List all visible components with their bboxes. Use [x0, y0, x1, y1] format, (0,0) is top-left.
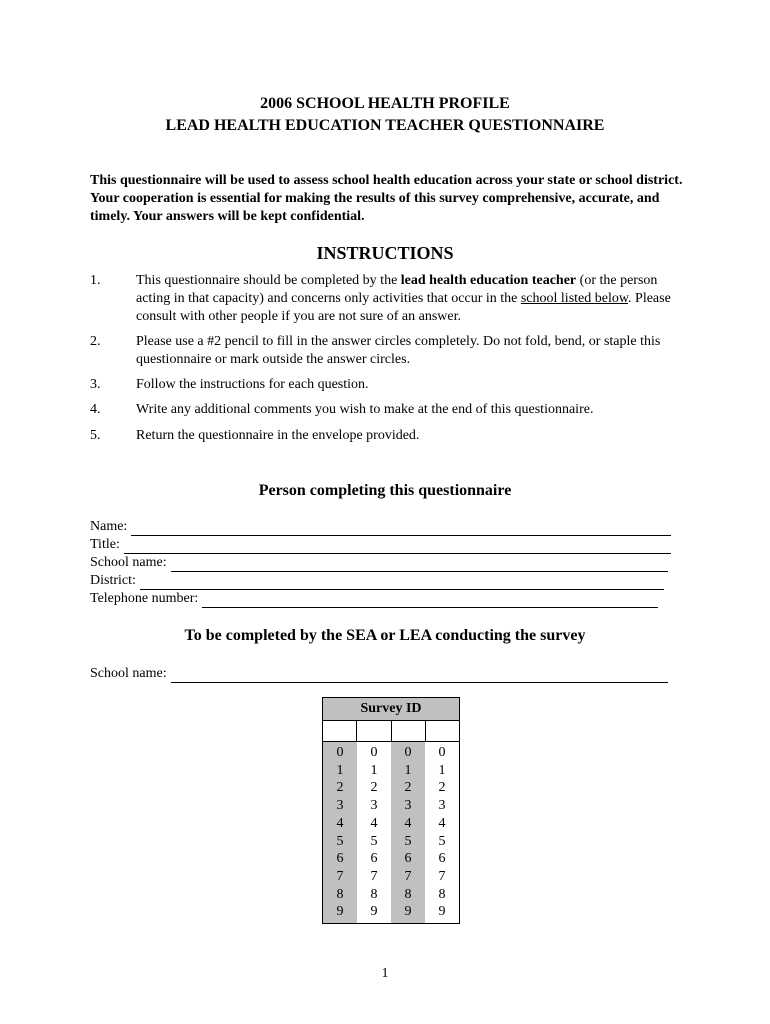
survey-id-digit[interactable]: 2: [370, 780, 378, 796]
survey-id-column: [323, 742, 357, 923]
district-field[interactable]: [90, 572, 664, 590]
survey-id-digit[interactable]: 5: [438, 833, 446, 849]
person-section-heading: Person completing this questionnaire: [258, 482, 512, 499]
sea-section-heading: To be completed by the SEA or LEA conducting the survey: [184, 627, 586, 644]
survey-id-digit[interactable]: 8: [438, 886, 446, 902]
survey-id-column: [357, 742, 391, 923]
survey-id-digit[interactable]: 2: [438, 780, 446, 796]
survey-id-box[interactable]: [357, 721, 391, 741]
survey-id-digit[interactable]: 4: [336, 815, 344, 831]
document-title-line1: 2006 SCHOOL HEALTH PROFILE: [260, 95, 510, 112]
instruction-emphasis: lead health education teacher: [400, 273, 577, 288]
survey-id-header: Survey ID: [323, 698, 459, 721]
survey-id-entry-boxes: [323, 721, 459, 742]
survey-id-digit[interactable]: 8: [404, 886, 412, 902]
survey-id-digit[interactable]: 7: [336, 868, 344, 884]
survey-id-digit[interactable]: 3: [336, 798, 344, 814]
survey-id-digit[interactable]: 8: [336, 886, 344, 902]
survey-id-digit[interactable]: 5: [336, 833, 344, 849]
document-title-line2: LEAD HEALTH EDUCATION TEACHER QUESTIONNAIRE: [165, 117, 605, 134]
survey-id-digit[interactable]: 2: [336, 780, 344, 796]
name-label: Name:: [90, 519, 128, 534]
survey-id-digit[interactable]: 6: [404, 851, 412, 867]
survey-id-digit[interactable]: 4: [404, 815, 412, 831]
instruction-text: (or the person acting in that capacity) and concerns only activities that occur in the: [136, 273, 658, 306]
district-label: District:: [90, 573, 136, 588]
survey-id-digit[interactable]: 1: [438, 762, 446, 778]
survey-id-digit[interactable]: 1: [370, 762, 378, 778]
instruction-number: 2.: [90, 334, 101, 349]
instruction-item-4: Write any additional comments you wish to make at the end of this questionnaire.: [136, 402, 594, 417]
survey-id-digit[interactable]: 5: [370, 833, 378, 849]
survey-id-digit[interactable]: 5: [404, 833, 412, 849]
name-line[interactable]: [131, 521, 671, 536]
survey-id-digit[interactable]: 6: [438, 851, 446, 867]
survey-id-digit[interactable]: 0: [370, 745, 378, 760]
instruction-item-5: Return the questionnaire in the envelope provided.: [136, 428, 420, 443]
survey-id-digit[interactable]: 0: [404, 745, 412, 760]
survey-id-digit[interactable]: 7: [438, 868, 446, 884]
instruction-number: 5.: [90, 428, 101, 443]
survey-id-digit[interactable]: 4: [438, 815, 446, 831]
sea-school-name-line[interactable]: [171, 668, 668, 683]
survey-id-digit[interactable]: 7: [404, 868, 412, 884]
name-field[interactable]: [90, 518, 671, 536]
title-label: Title:: [90, 537, 120, 552]
instruction-text: This questionnaire should be completed by the: [136, 273, 401, 288]
survey-id-digit[interactable]: 1: [336, 762, 344, 778]
survey-id-digit[interactable]: 8: [370, 886, 378, 902]
survey-id-digit[interactable]: 7: [370, 868, 378, 884]
intro-paragraph: This questionnaire will be used to assess school health education across your state or school district. Your cooperation is essential for making the results of this survey comprehensive, accurate, and timely. Your answers will be kept confidential.: [90, 173, 683, 224]
survey-id-digit[interactable]: 9: [404, 904, 412, 920]
survey-id-box[interactable]: [426, 721, 459, 741]
survey-id-digit[interactable]: 6: [370, 851, 378, 867]
survey-id-box[interactable]: [392, 721, 426, 741]
title-line[interactable]: [124, 539, 671, 554]
survey-id-column: [391, 742, 425, 923]
survey-id-grid: [322, 697, 460, 924]
instruction-item-3: Follow the instructions for each question.: [136, 377, 369, 392]
survey-id-digit[interactable]: 0: [336, 745, 344, 760]
instruction-text: . Please consult with other people if you are not sure of an answer.: [136, 291, 671, 324]
instruction-number: 1.: [90, 273, 101, 288]
survey-id-digit[interactable]: 9: [336, 904, 344, 920]
page-number: 1: [381, 966, 389, 981]
instruction-item-1: [136, 272, 676, 326]
instruction-number: 4.: [90, 402, 101, 417]
survey-id-digit[interactable]: 9: [370, 904, 378, 920]
instruction-number: 3.: [90, 377, 101, 392]
sea-school-name-field[interactable]: [90, 665, 668, 683]
school-name-line[interactable]: [171, 557, 668, 572]
telephone-label: Telephone number:: [90, 591, 199, 606]
telephone-line[interactable]: [202, 593, 658, 608]
school-name-label: School name:: [90, 555, 167, 570]
survey-id-digit[interactable]: 2: [404, 780, 412, 796]
instruction-item-2: Please use a #2 pencil to fill in the answer circles completely. Do not fold, bend, or staple this questionnaire or mark outside the answer circles.: [136, 334, 661, 367]
district-line[interactable]: [140, 575, 664, 590]
survey-id-digit[interactable]: 4: [370, 815, 378, 831]
instruction-underline: school listed below: [520, 291, 629, 306]
title-field[interactable]: [90, 536, 671, 554]
survey-id-digit[interactable]: 3: [370, 798, 378, 814]
telephone-field[interactable]: [90, 590, 658, 608]
sea-school-name-label: School name:: [90, 666, 167, 681]
school-name-field[interactable]: [90, 554, 668, 572]
survey-id-digit[interactable]: 0: [438, 745, 446, 760]
survey-id-digit[interactable]: 9: [438, 904, 446, 920]
survey-id-digit[interactable]: 3: [438, 798, 446, 814]
survey-id-digit[interactable]: 6: [336, 851, 344, 867]
survey-id-digit-columns: [323, 742, 459, 923]
instructions-heading: INSTRUCTIONS: [316, 243, 454, 263]
survey-id-column: [425, 742, 459, 923]
survey-id-digit[interactable]: 1: [404, 762, 412, 778]
survey-id-box[interactable]: [323, 721, 357, 741]
survey-id-digit[interactable]: 3: [404, 798, 412, 814]
